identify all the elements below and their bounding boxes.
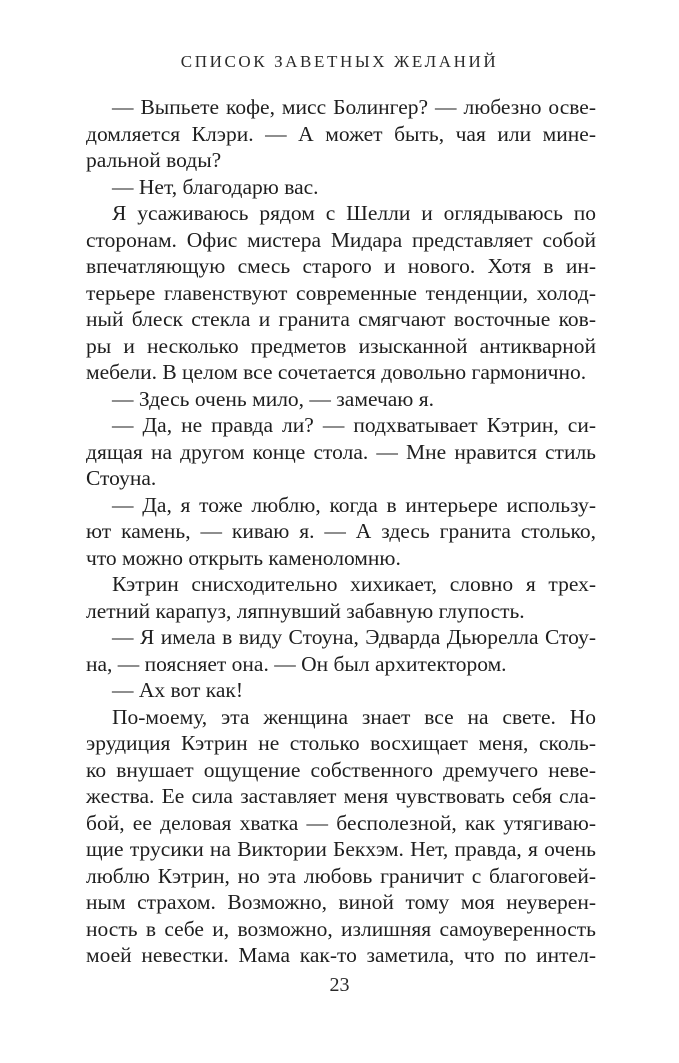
text-line: моей невестки. Мама как-то заметила, что по интел- [86,943,596,967]
text-line: По-моему, эта женщина знает все на свете. Но [112,704,596,729]
text-line: сторонам. Офис мистера Мидара представляет собой [86,227,596,252]
page-number: 23 [329,974,350,996]
text-line: летний карапуз, ляпнувший забавную глупость. [86,598,525,623]
text-line: — Нет, благодарю вас. [112,174,319,199]
text-line: Я усаживаюсь рядом с Шелли и оглядываюсь по [112,201,596,225]
text-line: — Ах вот как! [112,678,244,702]
text-line: ность в себе и, возможно, излишняя самоуверенность [86,916,596,941]
text-line: — Я имела в виду Стоуна, Эдварда Дьюрелла Стоу- [112,625,596,649]
text-line: ры и несколько предметов изысканной антикварной [86,333,596,358]
text-line: впечатляющую смесь старого и нового. Хотя в ин- [86,254,596,278]
text-line: терьере главенствуют современные тенденции, холод- [86,280,596,305]
text-line: ным страхом. Возможно, виной тому моя неуверен- [86,890,596,914]
text-line: ко внушает ощущение собственного дремучего неве- [86,757,596,782]
text-line: ют камень, — киваю я. — А здесь гранита столько, [86,519,596,543]
text-line: эрудиция Кэтрин не столько восхищает меня, сколь- [86,731,596,755]
text-line: дящая на другом конце стола. — Мне нравится стиль [86,439,596,464]
text-line: — Да, не правда ли? — подхватывает Кэтрин, си- [112,413,596,437]
text-line: — Здесь очень мило, — замечаю я. [112,386,435,411]
text-line: люблю Кэтрин, но эта любовь граничит с благоговей- [86,863,596,888]
body-text [86,94,596,969]
text-line: что можно открыть каменоломню. [86,545,401,570]
text-line: Стоуна. [86,466,157,490]
text-line: жества. Ее сила заставляет меня чувствовать себя сла- [86,784,596,808]
running-head: СПИСОК ЗАВЕТНЫХ ЖЕЛАНИЙ [180,52,499,71]
text-line: бой, ее деловая хватка — бесполезной, как утягиваю- [86,810,596,835]
text-line: домляется Клэри. — А может быть, чая или мине- [86,121,596,146]
text-line: мебели. В целом все сочетается довольно гармонично. [86,360,587,384]
text-line: — Выпьете кофе, мисс Болингер? — любезно осве- [112,95,596,119]
text-line: на, — поясняет она. — Он был архитектором. [86,651,507,676]
text-line: ный блеск стекла и гранита смягчают восточные ков- [86,307,596,331]
text-line: ральной воды? [86,148,222,172]
text-line: щие трусики на Виктории Бекхэм. Нет, правда, я очень [86,837,596,861]
text-line: — Да, я тоже люблю, когда в интерьере использу- [112,492,596,517]
text-line: Кэтрин снисходительно хихикает, словно я трех- [112,572,596,596]
